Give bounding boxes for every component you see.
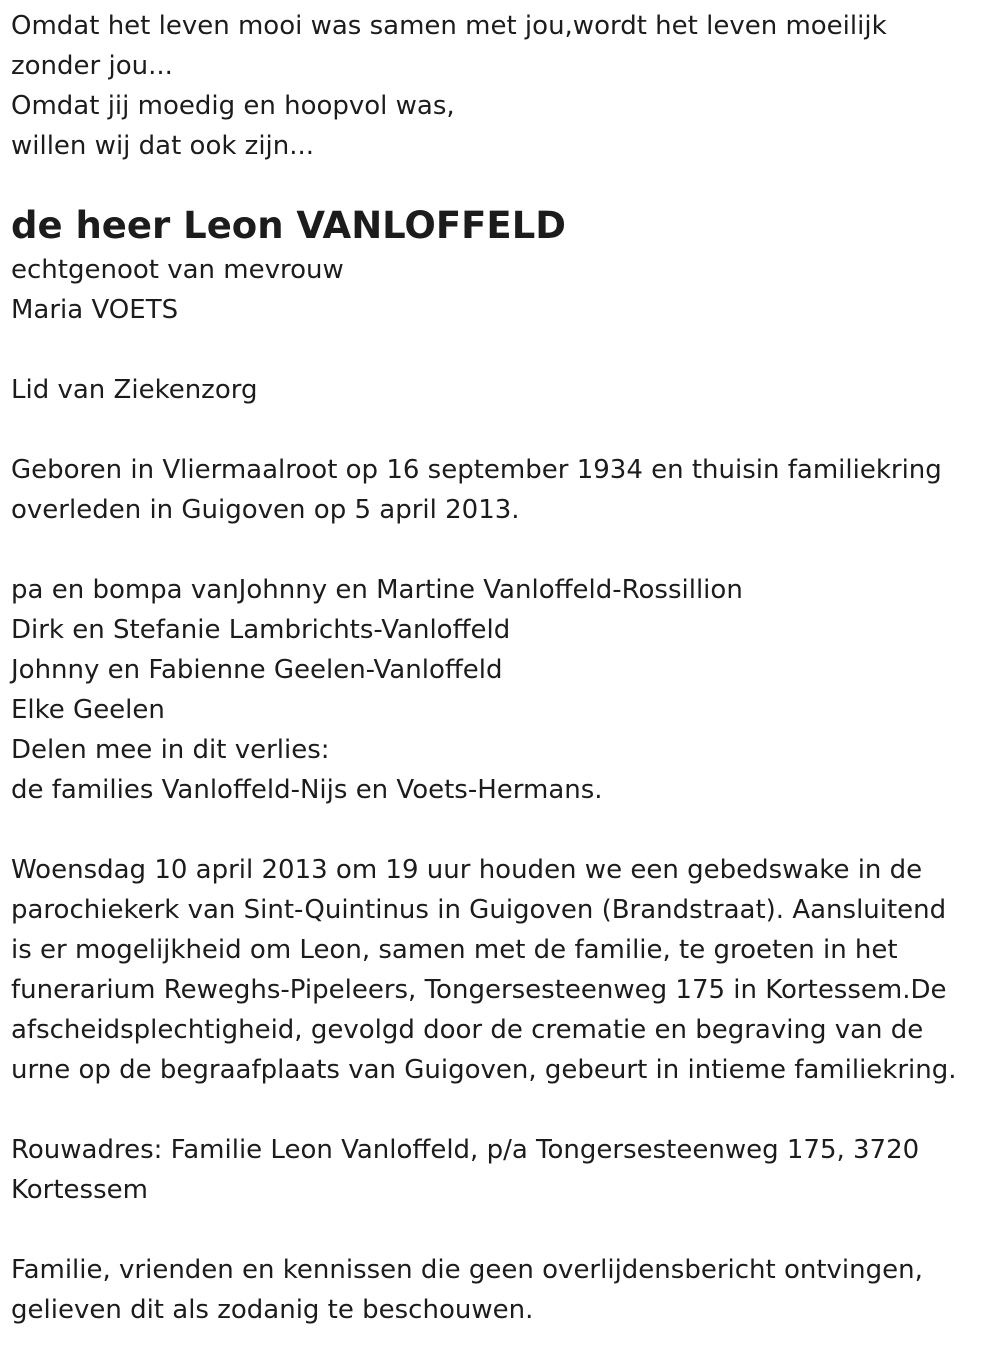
- family-line: pa en bompa vanJohnny en Martine Vanloffeld-Rossillion: [11, 575, 743, 605]
- spacer: [11, 1210, 1000, 1250]
- ceremony-line: Woensdag 10 april 2013 om 19 uur houden we een gebedswake in de: [11, 855, 923, 885]
- spacer: [11, 330, 1000, 370]
- address-block: [11, 1130, 1000, 1210]
- deceased-name: de heer Leon VANLOFFELD: [11, 204, 566, 247]
- address-line: Rouwadres: Familie Leon Vanloffeld, p/a Tongersesteenweg 175, 3720: [11, 1135, 920, 1165]
- address-line: Kortessem: [11, 1175, 148, 1205]
- spacer: [11, 410, 1000, 450]
- poem-line: Omdat jij moedig en hoopvol was,: [11, 91, 455, 121]
- birth-death-line: overleden in Guigoven op 5 april 2013.: [11, 495, 520, 525]
- ceremony-line: afscheidsplechtigheid, gevolgd door de crematie en begraving van de: [11, 1015, 924, 1045]
- family-line: Delen mee in dit verlies:: [11, 735, 330, 765]
- spacer: [11, 166, 1000, 196]
- spacer: [11, 1090, 1000, 1130]
- spouse-line: echtgenoot van mevrouw: [11, 255, 344, 285]
- family-line: Dirk en Stefanie Lambrichts-Vanloffeld: [11, 615, 511, 645]
- ceremony-block: [11, 850, 1000, 1090]
- poem-line: willen wij dat ook zijn...: [11, 131, 315, 161]
- poem-block: [11, 6, 1000, 166]
- spacer: [11, 530, 1000, 570]
- spacer: [11, 810, 1000, 850]
- family-line: Johnny en Fabienne Geelen-Vanloffeld: [11, 655, 503, 685]
- ceremony-line: parochiekerk van Sint-Quintinus in Guigoven (Brandstraat). Aansluitend: [11, 895, 947, 925]
- closing-line: Familie, vrienden en kennissen die geen overlijdensbericht ontvingen,: [11, 1255, 923, 1285]
- spouse-name: Maria VOETS: [11, 295, 179, 325]
- birth-death-line: Geboren in Vliermaalroot op 16 september 1934 en thuisin familiekring: [11, 455, 942, 485]
- poem-line: zonder jou...: [11, 51, 173, 81]
- membership-line: Lid van Ziekenzorg: [11, 375, 258, 405]
- closing-line: gelieven dit als zodanig te beschouwen.: [11, 1295, 534, 1325]
- birth-death-block: [11, 450, 1000, 530]
- ceremony-line: urne op de begraafplaats van Guigoven, gebeurt in intieme familiekring.: [11, 1055, 957, 1085]
- closing-block: [11, 1250, 1000, 1330]
- poem-line: Omdat het leven mooi was samen met jou,wordt het leven moeilijk: [11, 11, 887, 41]
- family-line: de families Vanloffeld-Nijs en Voets-Hermans.: [11, 775, 603, 805]
- ceremony-line: is er mogelijkheid om Leon, samen met de familie, te groeten in het: [11, 935, 898, 965]
- family-line: Elke Geelen: [11, 695, 165, 725]
- family-block: [11, 570, 1000, 810]
- ceremony-line: funerarium Reweghs-Pipeleers, Tongersesteenweg 175 in Kortessem.De: [11, 975, 947, 1005]
- obituary-document: [0, 6, 1000, 1356]
- deceased-block: [11, 202, 1000, 330]
